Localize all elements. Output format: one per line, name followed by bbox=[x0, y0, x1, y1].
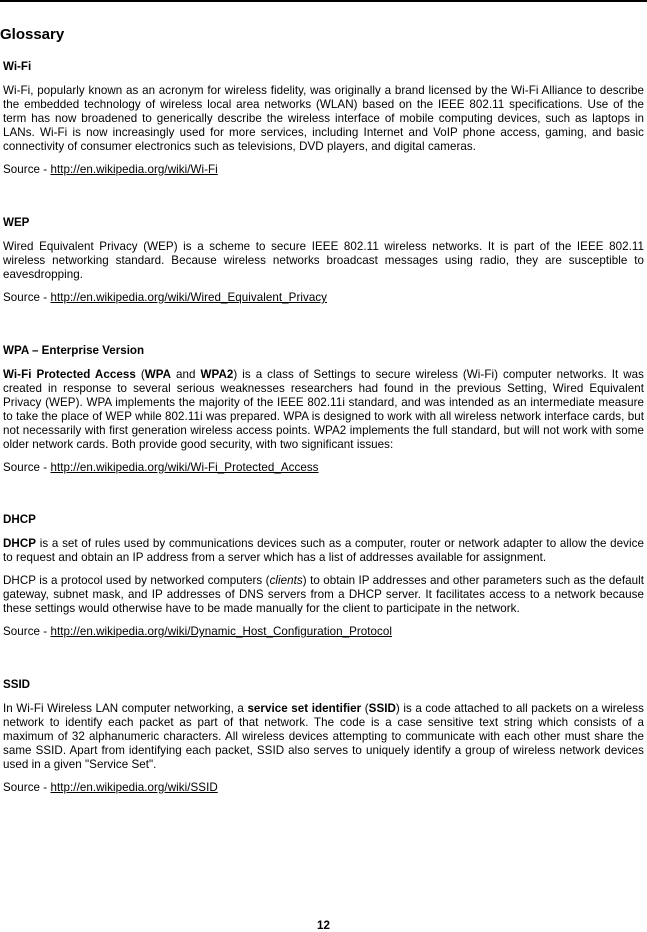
glossary-entries bbox=[3, 60, 644, 795]
entry-heading: DHCP bbox=[3, 513, 36, 526]
text-run: and bbox=[171, 368, 201, 381]
entry-heading: SSID bbox=[3, 678, 31, 691]
top-rule bbox=[0, 0, 647, 3]
entry-heading: WEP bbox=[3, 216, 30, 229]
source-label: Source - bbox=[3, 291, 51, 304]
page-title: Glossary bbox=[0, 26, 65, 43]
spacer bbox=[3, 639, 644, 678]
entry-source bbox=[3, 163, 644, 177]
entry-heading: WPA – Enterprise Version bbox=[3, 344, 145, 357]
entry-source bbox=[3, 291, 644, 305]
entry-paragraph: Wired Equivalent Privacy (WEP) is a scheme to secure IEEE 802.11 wireless networks. It is part of the IEEE 802.11 wireless networking standard. Because wireless networks broadcast messages using radio, they are susceptible to eavesdropping. bbox=[3, 240, 644, 281]
abbr-bold: WPA2 bbox=[200, 368, 234, 381]
glossary-entry-ssid bbox=[3, 678, 644, 795]
source-label: Source - bbox=[3, 625, 51, 638]
source-link[interactable]: http://en.wikipedia.org/wiki/Wi-Fi bbox=[50, 163, 218, 176]
italic-term: clients bbox=[269, 574, 303, 587]
text-run: ) to obtain IP addresses and other parameters such as the default gateway, subnet mask, and IP addresses of DNS servers from a DHCP server. It facilitates access to a network because these settings would otherwise have to be made manually for the client to participate in the network. bbox=[3, 574, 644, 615]
term-bold: service set identifier bbox=[247, 702, 362, 715]
source-link[interactable]: http://en.wikipedia.org/wiki/SSID bbox=[50, 781, 218, 794]
text-run: ) is a class of Settings to secure wireless (Wi-Fi) computer networks. It was created in response to several serious weaknesses researchers had found in the previous Setting, Wired Equivalent Privacy (WEP). WPA implements the majority of the IEEE 802.11i standard, and was intended as an intermediate measure to take the place of WEP while 802.11i was prepared. WPA is designed to work with all wireless network interface cards, but not necessarily with first generation wireless access points. WPA2 implements the full standard, but will not work with some older network cards. Both provide good security, with two significant issues: bbox=[3, 368, 644, 451]
source-link[interactable]: http://en.wikipedia.org/wiki/Wired_Equivalent_Privacy bbox=[50, 291, 328, 304]
glossary-entry-wep bbox=[3, 216, 644, 305]
entry-paragraph bbox=[3, 537, 644, 565]
glossary-entry-wpa bbox=[3, 344, 644, 475]
spacer bbox=[3, 177, 644, 216]
source-label: Source - bbox=[3, 781, 51, 794]
text-run: In Wi-Fi Wireless LAN computer networking, a bbox=[3, 702, 248, 715]
spacer bbox=[3, 305, 644, 344]
text-run: DHCP is a protocol used by networked computers ( bbox=[3, 574, 270, 587]
text-run: ( bbox=[361, 702, 369, 715]
text-run: is a set of rules used by communications devices such as a computer, router or network adapter to allow the device to request and obtain an IP address from a server which has a list of addresses available for assignment. bbox=[3, 537, 644, 564]
entry-heading: Wi-Fi bbox=[3, 60, 32, 73]
term-bold: DHCP bbox=[3, 537, 37, 550]
term-bold: Wi-Fi Protected Access bbox=[3, 368, 136, 381]
source-label: Source - bbox=[3, 163, 51, 176]
entry-paragraph bbox=[3, 702, 644, 772]
glossary-entry-dhcp bbox=[3, 513, 644, 639]
abbr-bold: SSID bbox=[368, 702, 396, 715]
glossary-entry-wifi bbox=[3, 60, 644, 177]
entry-source bbox=[3, 781, 644, 795]
entry-paragraph bbox=[3, 368, 644, 452]
source-link[interactable]: http://en.wikipedia.org/wiki/Wi-Fi_Protected_Access bbox=[50, 461, 319, 474]
entry-paragraph bbox=[3, 574, 644, 616]
entry-source bbox=[3, 625, 644, 639]
page-number: 12 bbox=[317, 919, 330, 932]
entry-source bbox=[3, 461, 644, 475]
text-run: ) is a code attached to all packets on a wireless network to identify each packet as part of that network. The code is a case sensitive text string which consists of a maximum of 32 alphanumeric characters. All wireless devices attempting to communicate with each other must share the same SSID. Apart from identifying each packet, SSID also serves to uniquely identify a group of wireless network devices used in a given "Service Set". bbox=[3, 702, 644, 771]
source-link[interactable]: http://en.wikipedia.org/wiki/Dynamic_Host_Configuration_Protocol bbox=[50, 625, 393, 638]
text-run: ( bbox=[135, 368, 145, 381]
spacer bbox=[3, 475, 644, 513]
abbr-bold: WPA bbox=[144, 368, 172, 381]
entry-paragraph: Wi-Fi, popularly known as an acronym for wireless fidelity, was originally a brand licensed by the Wi-Fi Alliance to describe the embedded technology of wireless local area networks (WLAN) based on the IEEE 802.11 specifications. Use of the term has now broadened to generically describe the wireless interface of mobile computing devices, such as laptops in LANs. Wi-Fi is now increasingly used for more services, including Internet and VoIP phone access, gaming, and basic connectivity of consumer electronics such as televisions, DVD players, and digital cameras. bbox=[3, 84, 644, 153]
source-label: Source - bbox=[3, 461, 51, 474]
